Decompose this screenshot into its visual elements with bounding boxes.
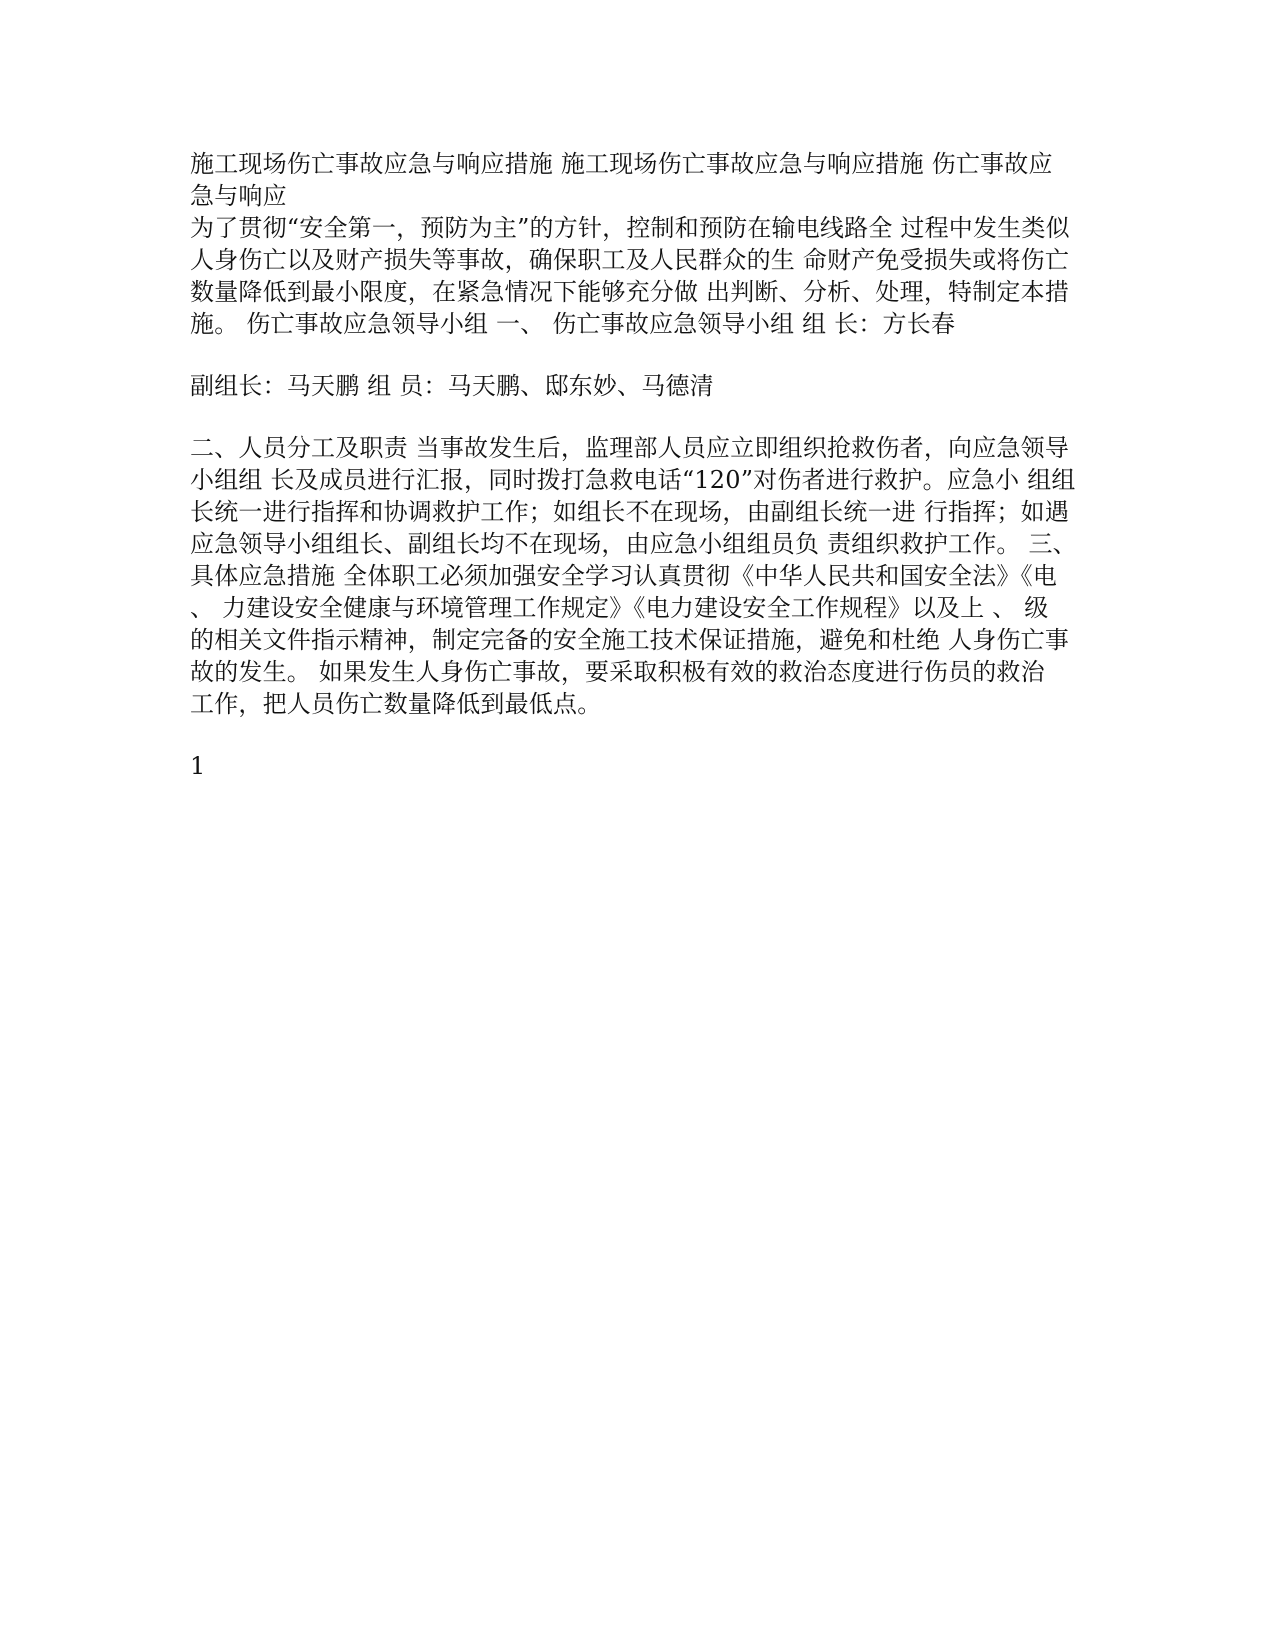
paragraph-line: 为了贯彻“安全第一，预防为主”的方针，控制和预防在输电线路全 过程中发生类似 (190, 214, 1070, 242)
paragraph-line: 故的发生。 如果发生人身伤亡事故，要采取积极有效的救治态度进行伤员的救治 (190, 658, 1045, 686)
paragraph-gap (190, 340, 1100, 370)
paragraph-line: 数量降低到最小限度，在紧急情况下能够充分做 出判断、分析、处理，特制定本措 (190, 278, 1070, 306)
paragraph-line: 应急领导小组组长、副组长均不在现场，由应急小组组员负 责组织救护工作。 三、 (190, 530, 1077, 558)
paragraph-line: 工作，把人员伤亡数量降低到最低点。 (190, 690, 602, 718)
paragraph-line: 副组长：马天鹏 组 员：马天鹏、邸东妙、马德清 (190, 372, 714, 400)
title-line: 急与响应 (190, 182, 287, 210)
title-line: 施工现场伤亡事故应急与响应措施 施工现场伤亡事故应急与响应措施 伤亡事故应 (190, 150, 1053, 178)
paragraph-line: 的相关文件指示精神，制定完备的安全施工技术保证措施，避免和杜绝 人身伤亡事 (190, 626, 1070, 654)
page-number: 1 (190, 752, 206, 780)
paragraph-line: 具体应急措施 全体职工必须加强安全学习认真贯彻《中华人民共和国安全法》《电 (190, 562, 1058, 590)
paragraph-line: 施。 伤亡事故应急领导小组 一、 伤亡事故应急领导小组 组 长：方长春 (190, 310, 956, 338)
paragraph-line: 二、人员分工及职责 当事故发生后，监理部人员应立即组织抢救伤者，向应急领导 (190, 434, 1070, 462)
paragraph-line: 人身伤亡以及财产损失等事故，确保职工及人民群众的生 命财产免受损失或将伤亡 (190, 246, 1070, 274)
paragraph-line: 、 力建设安全健康与环境管理工作规定》《电力建设安全工作规程》以及上 、 级 (190, 594, 1049, 622)
paragraph-line: 小组组 长及成员进行汇报，同时拨打急救电话“120”对伤者进行救护。应急小 组组 (190, 466, 1076, 494)
paragraph-gap (190, 402, 1100, 432)
paragraph-line: 长统一进行指挥和协调救护工作；如组长不在现场，由副组长统一进 行指挥；如遇 (190, 498, 1070, 526)
document-body (190, 148, 1100, 782)
